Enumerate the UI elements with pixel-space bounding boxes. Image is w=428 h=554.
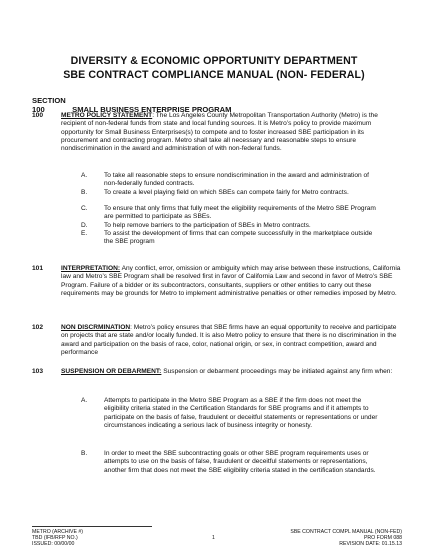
policy-objectives-list: [81, 172, 381, 247]
paragraph-heading: SUSPENSION OR DEBARMENT:: [61, 368, 162, 375]
list-item-text: To take all reasonable steps to ensure nondiscrimination in the award and administration of non-federally funded contracts.: [104, 172, 370, 188]
list-item-letter: A.: [81, 172, 88, 179]
paragraph-number: 100: [32, 112, 44, 119]
list-item-text: To help remove barriers to the participation of SBEs in Metro contracts.: [104, 221, 311, 229]
footer-divider: [32, 526, 152, 527]
list-item: [81, 222, 381, 230]
list-item: [81, 397, 381, 450]
list-item-letter: B.: [81, 450, 88, 457]
paragraph-body: [61, 265, 402, 298]
paragraph-text: : The Los Angeles County Metropolitan Transportation Authority (Metro) is the recipient of non-federal funds from state and local funding sources. It is Metro’s policy to provide maximum opportunity for Small Business Enterprises(s) to compete and to foster increased SBE participation in its procurement and contracting program. Metro shall take all necessary and reasonable steps to ensure nondiscrimination in the award and administration of with non-federal funds.: [61, 112, 378, 153]
list-item: [81, 172, 381, 189]
paragraph-number: 101: [32, 265, 44, 272]
list-item: [81, 189, 381, 206]
paragraph-text: Suspension or debarment proceedings may be initiated against any firm when:: [161, 368, 393, 375]
section-title: SMALL BUSINESS ENTERPRISE PROGRAM: [72, 105, 232, 114]
document-title-line1: DIVERSITY & ECONOMIC OPPORTUNITY DEPARTMENT: [70, 55, 358, 67]
footer-manual-name: SBE CONTRACT COMPL MANUAL (NON-FED): [290, 529, 402, 535]
section-number: SECTION 100: [32, 96, 66, 114]
list-item-letter: E.: [81, 230, 88, 238]
paragraph-text: : Metro’s policy ensures that SBE firms have an equal opportunity to receive and participate on projects that are state and/or locally funded. It is also Metro policy to ensure that there is no discrimination in the award and participation on the basis of race, color, national origin, or sex, in contract competition, award and performance: [61, 324, 397, 356]
list-item: [81, 230, 381, 247]
paragraph-number: 103: [32, 368, 44, 375]
list-item-letter: B.: [81, 188, 88, 196]
list-item-letter: D.: [81, 221, 88, 229]
paragraph-body: [61, 112, 402, 153]
list-item: [81, 205, 381, 222]
list-item-letter: A.: [81, 397, 88, 404]
footer-archive: METRO (ARCHIVE #): [32, 529, 84, 535]
list-item-text: To create a level playing field on which SBEs can compete fairly for Metro contracts.: [104, 188, 349, 196]
page-number: 1: [212, 535, 215, 541]
list-item-text: To ensure that only firms that fully meet the eligibility requirements of the Metro SBE Program are permitted to participate as SBEs.: [104, 205, 376, 221]
paragraph-heading: NON DISCRMINATION: [61, 324, 131, 331]
footer-ifb-rfp: TBD (IFB/RFP NO.): [32, 535, 78, 542]
document-title-line2: SBE CONTRACT COMPLIANCE MANUAL (NON- FEDERAL): [63, 69, 365, 81]
footer-left: [32, 529, 83, 547]
footer-right: [290, 529, 402, 547]
list-item: [81, 450, 381, 475]
paragraph-number: 102: [32, 324, 44, 331]
paragraph-heading: METRO POLICY STATEMENT: [61, 112, 153, 119]
debarment-conditions-list: [81, 397, 381, 475]
list-item-text: Attempts to participate in the Metro SBE Program as a SBE if the firm does not meet the eligibility criteria stated in the Certification Standards for SBE programs and if it attempts to participate on the basis of false, fraudulent or deceitful statements or representations or under circumstances indicating a serious lack of business integrity or honesty.: [104, 397, 378, 429]
list-item-text: To assist the development of firms that can compete successfully in the marketplace outside the SBE program: [104, 230, 373, 246]
list-item-letter: C.: [81, 205, 88, 213]
footer-form-number: PRO FORM 088: [363, 535, 402, 542]
list-item-text: In order to meet the SBE subcontracting goals or other SBE program requirements uses or attempts to use on the basis of false, fraudulent or deceitful statements or representations, another firm that does not meet the SBE eligibility criteria stated in the certification standards.: [104, 450, 376, 474]
paragraph-body: [61, 368, 402, 376]
paragraph-text: Any conflict, error, omission or ambiguity which may arise between these instructions, California law and Metro’s SBE Program shall be resolved first in favor of California Law and second in favor of Metro’s SBE Program. Failure of a bidder or its subcontractors, consultants, suppliers or other entities to carry out these requirements may be grounds for Metro to implement administrative penalties or other remedies imposed by Metro.: [61, 265, 401, 297]
footer-revision-date: REVISION DATE: 01.15.13: [339, 541, 402, 548]
paragraph-body: [61, 324, 402, 357]
footer-issued: ISSUED: 00/00/00: [32, 541, 75, 548]
paragraph-heading: INTERPRETATION:: [61, 265, 121, 272]
